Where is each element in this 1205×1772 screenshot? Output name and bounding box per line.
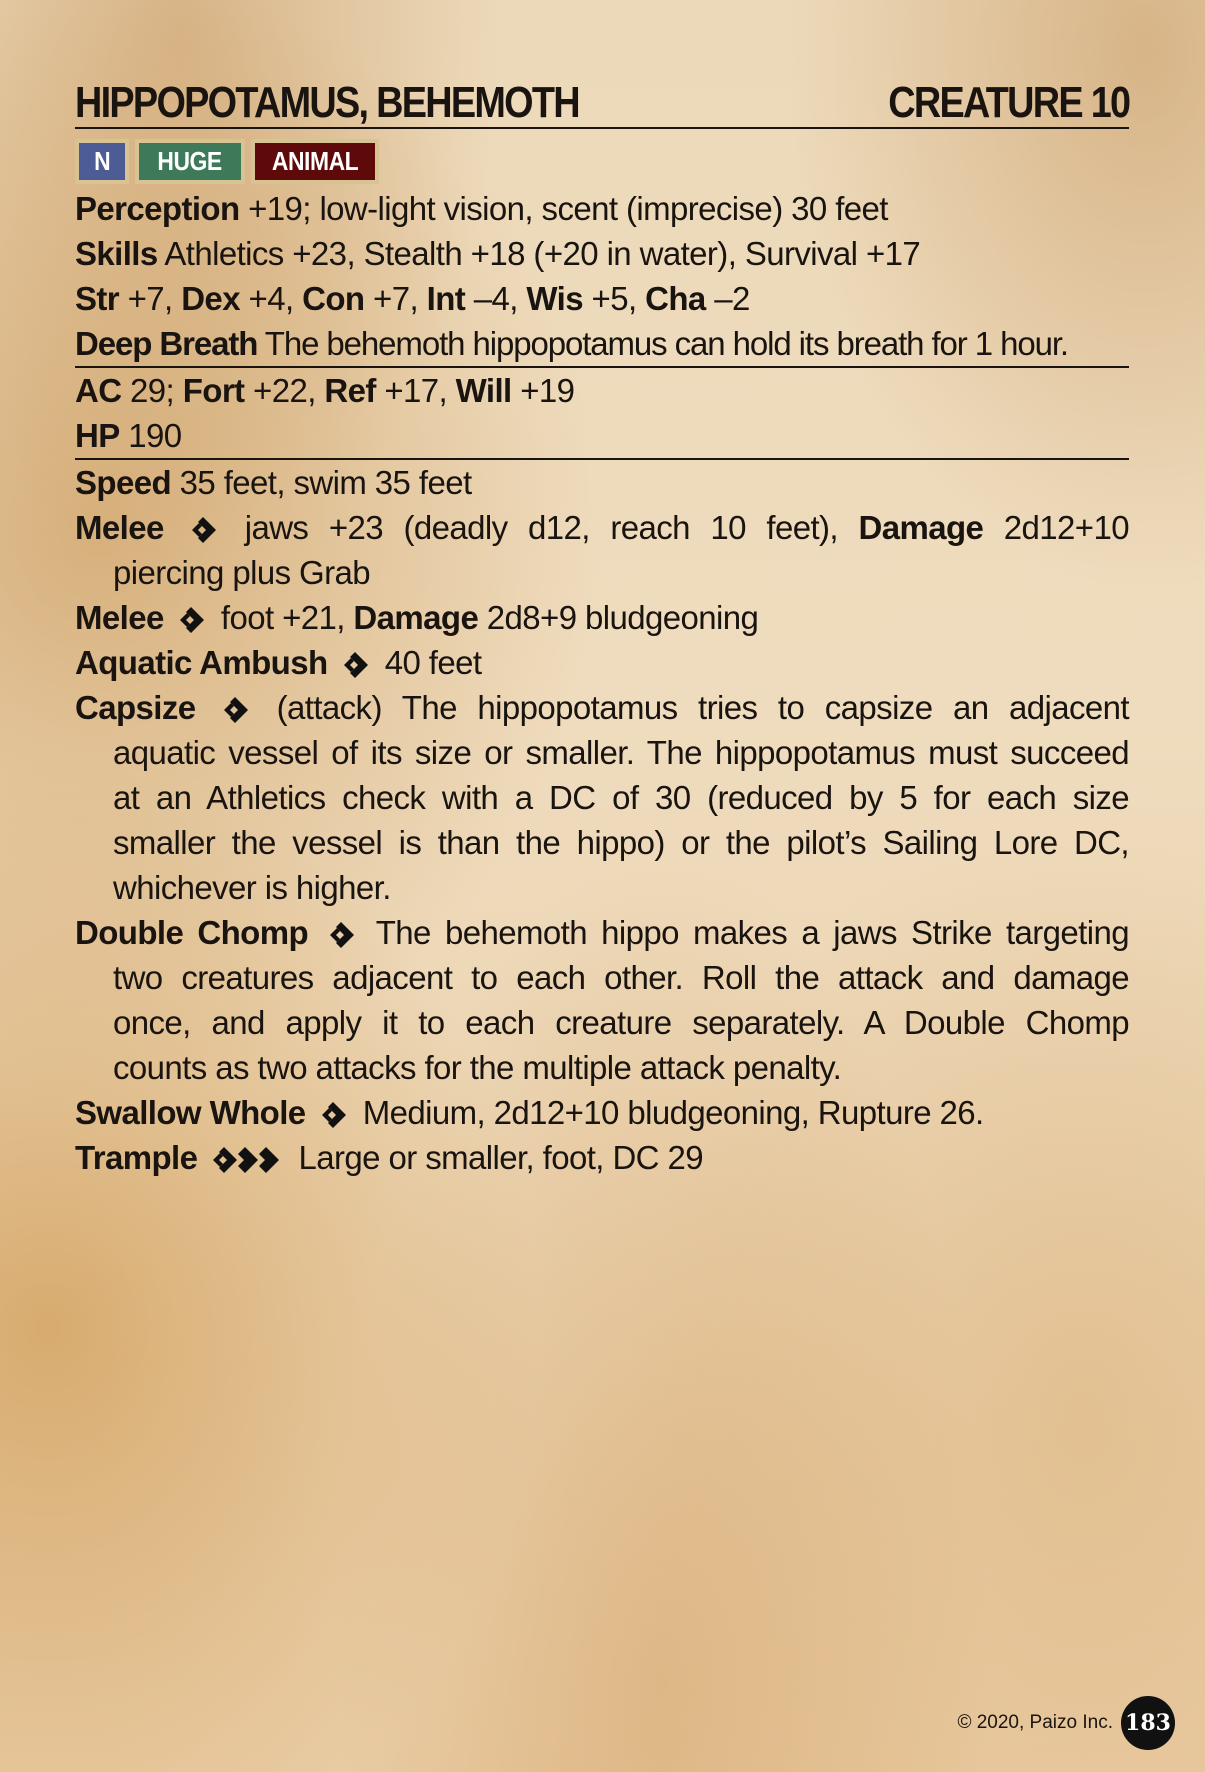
- attributes-line: Str +7, Dex +4, Con +7, Int –4, Wis +5, Cha –2: [75, 280, 750, 317]
- trait-alignment: N: [75, 139, 129, 184]
- trample: Trample Large or smaller, foot, DC 29: [75, 1139, 703, 1176]
- melee-jaws: Melee jaws +23 (deadly d12, reach 10 feet), Damage 2d12+10 piercing plus Grab: [75, 509, 1129, 591]
- page-number: 183: [1121, 1696, 1175, 1750]
- swallow-whole: Swallow Whole Medium, 2d12+10 bludgeoning, Rupture 26.: [75, 1094, 984, 1131]
- one-action-icon: [220, 693, 252, 727]
- trait-size: HUGE: [135, 139, 245, 184]
- one-action-icon: [176, 603, 208, 637]
- capsize: Capsize (attack) The hippopotamus tries to capsize an adjacent aquatic vessel of its size or smaller. The hippopotamus must succeed at an Athletics check with a DC of 30 (reduced by 5 for each size smaller the vessel is than the hippo) or the pilot’s Sailing Lore DC, whichever is higher.: [75, 689, 1130, 906]
- three-action-icon: [210, 1143, 286, 1177]
- melee-foot: Melee foot +21, Damage 2d8+9 bludgeoning: [75, 599, 759, 636]
- creature-name: HIPPOPOTAMUS, BEHEMOTH: [75, 78, 579, 127]
- hp-line: HP 190: [75, 413, 1129, 460]
- one-action-icon: [326, 918, 358, 952]
- trait-list: [75, 139, 1129, 184]
- stat-block-header: [75, 70, 1129, 129]
- trait-animal: ANIMAL: [251, 139, 379, 184]
- copyright-text: © 2020, Paizo Inc.: [957, 1712, 1113, 1733]
- one-action-icon: [318, 1098, 350, 1132]
- skills-line: Skills Athletics +23, Stealth +18 (+20 in water), Survival +17: [75, 235, 921, 272]
- page-footer: [957, 1696, 1175, 1750]
- creature-level: CREATURE 10: [887, 78, 1129, 127]
- speed-line: Speed 35 feet, swim 35 feet: [75, 464, 472, 501]
- double-chomp: Double Chomp The behemoth hippo makes a jaws Strike targeting two creatures adjacent to each other. Roll the attack and damage once, and apply it to each creature separately. A Double Chomp counts as two attacks for the multiple attack penalty.: [75, 914, 1129, 1086]
- aquatic-ambush: Aquatic Ambush 40 feet: [75, 644, 482, 681]
- stat-block-body: [75, 186, 1129, 1180]
- deep-breath-line: Deep Breath The behemoth hippopotamus can hold its breath for 1 hour.: [75, 321, 1129, 368]
- one-action-icon: [340, 648, 372, 682]
- one-action-icon: [188, 513, 220, 547]
- perception-line: Perception +19; low-light vision, scent (imprecise) 30 feet: [75, 190, 888, 227]
- defense-line: AC 29; Fort +22, Ref +17, Will +19: [75, 372, 575, 409]
- stat-block: [75, 70, 1129, 1180]
